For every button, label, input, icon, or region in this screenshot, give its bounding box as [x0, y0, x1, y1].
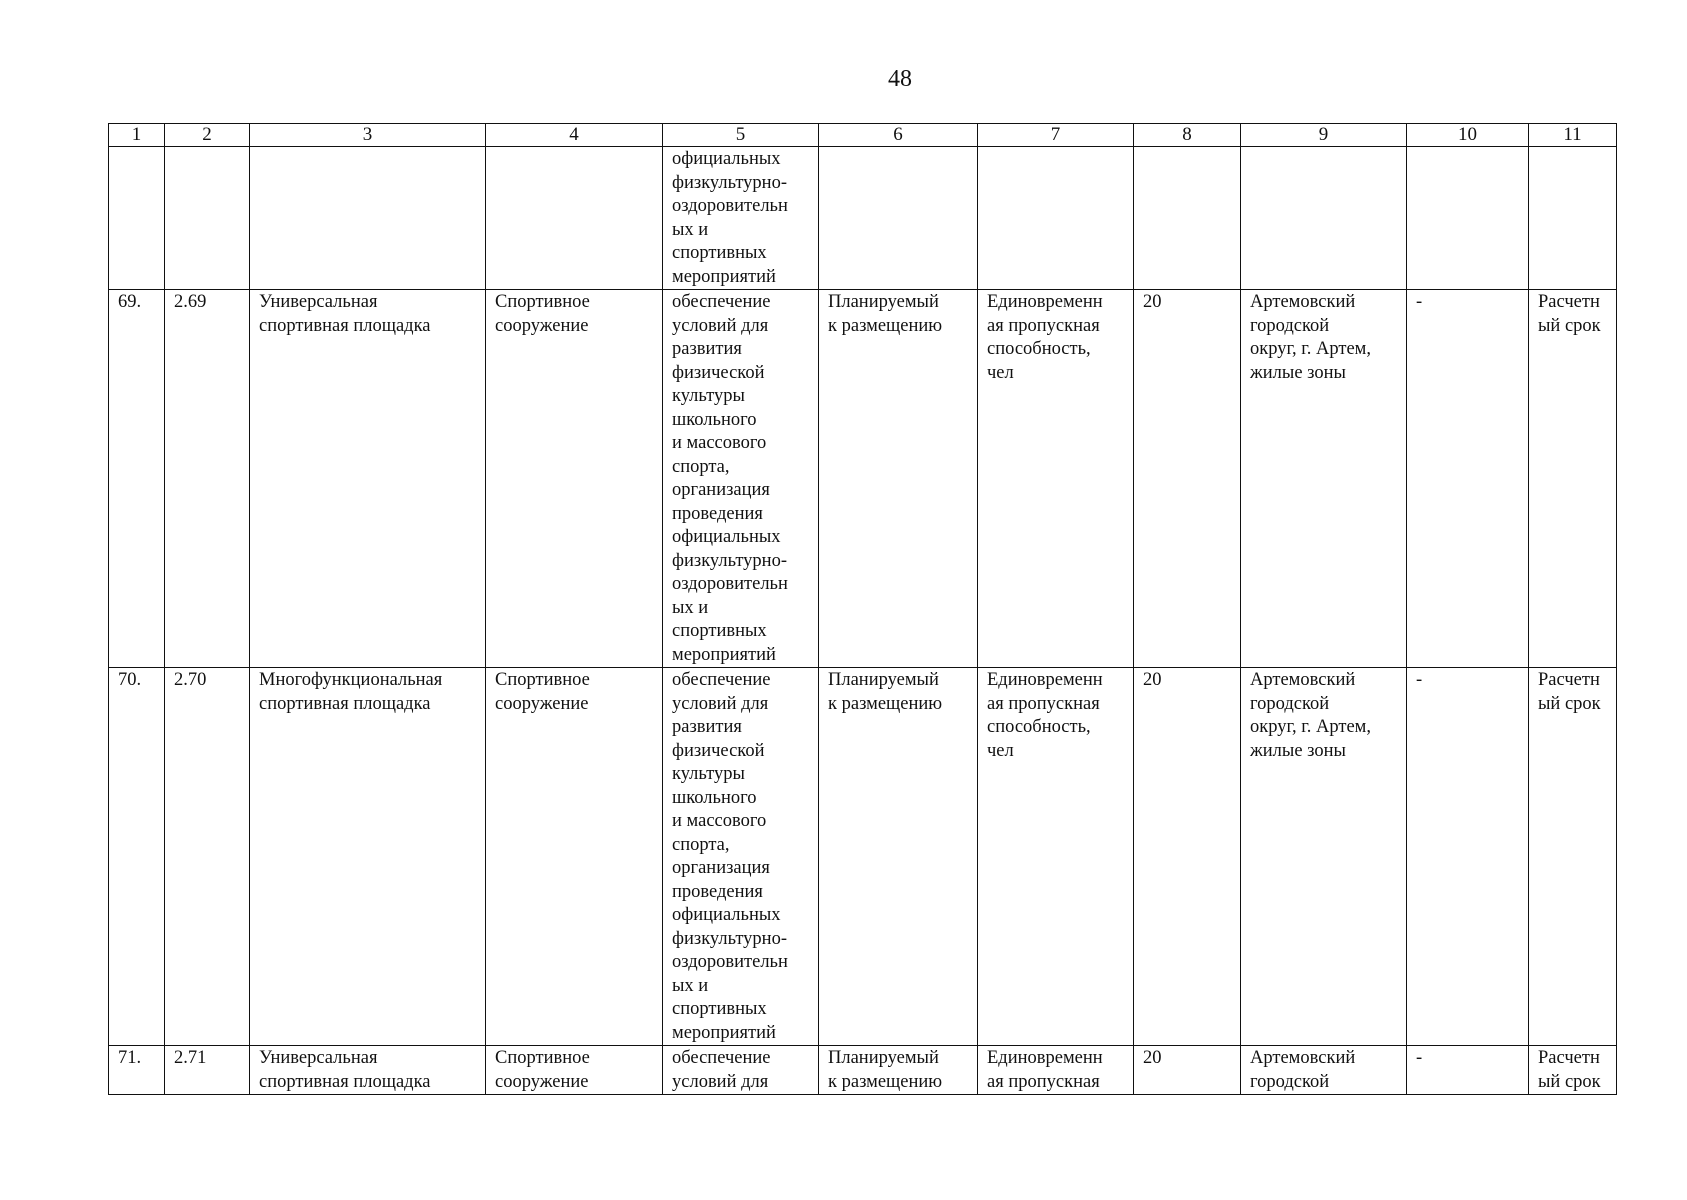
table-row [109, 290, 1617, 668]
table-cell [1134, 147, 1241, 290]
characteristic-cell: Единовременн ая пропускная [978, 1046, 1134, 1095]
code-cell: 2.71 [165, 1046, 250, 1095]
column-header: 6 [819, 124, 978, 147]
purpose-cell: обеспечение условий для [663, 1046, 819, 1095]
column-header: 1 [109, 124, 165, 147]
column-header: 5 [663, 124, 819, 147]
table-cell [486, 147, 663, 290]
purpose-cell: обеспечение условий для развития физической культуры школьного и массового спорта, организация проведения официальных физкультурно- оздоровительн ых и спортивных мероприятий [663, 668, 819, 1046]
term-cell: Расчетн ый срок [1529, 1046, 1617, 1095]
name-cell: Универсальная спортивная площадка [250, 1046, 486, 1095]
table-cell [1407, 147, 1529, 290]
table-cell [109, 147, 165, 290]
zone-cell: - [1407, 1046, 1529, 1095]
characteristic-cell: Единовременн ая пропускная способность, чел [978, 290, 1134, 668]
term-cell: Расчетн ый срок [1529, 290, 1617, 668]
column-header: 11 [1529, 124, 1617, 147]
column-header: 2 [165, 124, 250, 147]
table-cell [978, 147, 1134, 290]
objects-table [108, 123, 1617, 1095]
zone-cell: - [1407, 668, 1529, 1046]
table-cell [819, 147, 978, 290]
term-cell: Расчетн ый срок [1529, 668, 1617, 1046]
location-cell: Артемовский городской округ, г. Артем, жилые зоны [1241, 290, 1407, 668]
column-header: 8 [1134, 124, 1241, 147]
column-header: 9 [1241, 124, 1407, 147]
value-cell: 20 [1134, 668, 1241, 1046]
location-cell: Артемовский городской округ, г. Артем, жилые зоны [1241, 668, 1407, 1046]
table-cell [1529, 147, 1617, 290]
status-cell: Планируемый к размещению [819, 1046, 978, 1095]
status-cell: Планируемый к размещению [819, 668, 978, 1046]
column-header: 10 [1407, 124, 1529, 147]
value-cell: 20 [1134, 290, 1241, 668]
code-cell: 2.69 [165, 290, 250, 668]
status-cell: Планируемый к размещению [819, 290, 978, 668]
column-header: 3 [250, 124, 486, 147]
name-cell: Многофункциональная спортивная площадка [250, 668, 486, 1046]
column-number-header-row [109, 124, 1617, 147]
purpose-cell: официальных физкультурно- оздоровительн ых и спортивных мероприятий [663, 147, 819, 290]
table-cell [1241, 147, 1407, 290]
type-cell: Спортивное сооружение [486, 668, 663, 1046]
purpose-cell: обеспечение условий для развития физической культуры школьного и массового спорта, организация проведения официальных физкультурно- оздоровительн ых и спортивных мероприятий [663, 290, 819, 668]
row-number-cell: 70. [109, 668, 165, 1046]
location-cell: Артемовский городской [1241, 1046, 1407, 1095]
code-cell: 2.70 [165, 668, 250, 1046]
page-number: 48 [888, 66, 912, 92]
type-cell: Спортивное сооружение [486, 1046, 663, 1095]
zone-cell: - [1407, 290, 1529, 668]
column-header: 4 [486, 124, 663, 147]
table-cell [250, 147, 486, 290]
table-row-continuation [109, 147, 1617, 290]
value-cell: 20 [1134, 1046, 1241, 1095]
row-number-cell: 71. [109, 1046, 165, 1095]
characteristic-cell: Единовременн ая пропускная способность, чел [978, 668, 1134, 1046]
table-cell [165, 147, 250, 290]
name-cell: Универсальная спортивная площадка [250, 290, 486, 668]
column-header: 7 [978, 124, 1134, 147]
row-number-cell: 69. [109, 290, 165, 668]
table-row [109, 668, 1617, 1046]
type-cell: Спортивное сооружение [486, 290, 663, 668]
table-row [109, 1046, 1617, 1095]
